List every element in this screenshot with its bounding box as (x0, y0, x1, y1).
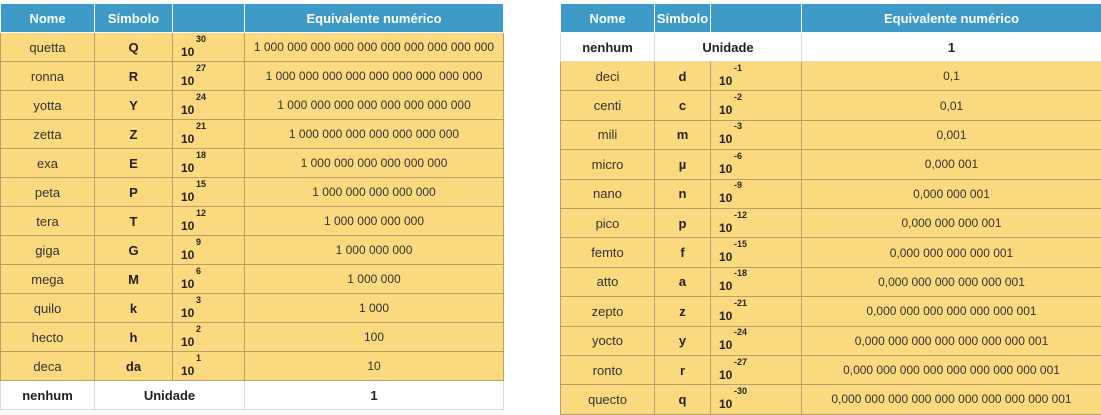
numeric-equivalent: 1 000 000 000 000 (245, 207, 504, 236)
power-base: 10 (719, 132, 732, 146)
power-expression (719, 131, 732, 146)
numeric-equivalent: 1 (245, 381, 504, 410)
power-exponent: -30 (734, 386, 747, 396)
power-expression (181, 160, 194, 175)
power-expression (719, 190, 732, 205)
prefix-name: centi (561, 91, 655, 120)
table-row (1, 294, 504, 323)
power-of-ten (711, 297, 802, 326)
power-of-ten (173, 91, 245, 120)
power-expression (719, 337, 732, 352)
prefix-symbol: h (95, 323, 173, 352)
power-exponent: 21 (196, 121, 206, 131)
prefix-name: giga (1, 236, 95, 265)
table-row (1, 33, 504, 62)
prefix-name: micro (561, 150, 655, 179)
prefix-name: mega (1, 265, 95, 294)
power-exponent: 9 (196, 237, 201, 247)
numeric-equivalent: 1 (802, 33, 1101, 62)
power-of-ten (711, 238, 802, 267)
power-of-ten (173, 62, 245, 91)
power-exponent: -3 (734, 121, 742, 131)
power-base: 10 (719, 191, 732, 205)
table-row (1, 352, 504, 381)
power-exponent: -27 (734, 357, 747, 367)
power-base: 10 (181, 161, 194, 175)
prefix-name: yotta (1, 91, 95, 120)
prefix-table-small (560, 3, 1101, 415)
power-of-ten (173, 236, 245, 265)
numeric-equivalent: 1 000 000 000 000 000 000 000 (245, 120, 504, 149)
prefix-name: femto (561, 238, 655, 267)
numeric-equivalent: 10 (245, 352, 504, 381)
numeric-equivalent: 1 000 000 000 000 000 000 (245, 149, 504, 178)
power-base: 10 (181, 277, 194, 291)
power-base: 10 (719, 103, 732, 117)
power-exponent: -2 (734, 92, 742, 102)
numeric-equivalent: 1 000 000 000 000 000 000 000 000 000 000 (245, 33, 504, 62)
power-base: 10 (181, 248, 194, 262)
prefix-symbol: r (655, 355, 711, 384)
table-row (561, 326, 1101, 355)
prefix-symbol: d (655, 62, 711, 91)
power-expression (181, 44, 194, 59)
power-base: 10 (719, 368, 732, 382)
power-exponent: 30 (196, 34, 206, 44)
power-expression (719, 367, 732, 382)
power-expression (719, 102, 732, 117)
power-of-ten (173, 207, 245, 236)
prefix-name: nenhum (561, 33, 655, 62)
power-base: 10 (719, 74, 732, 88)
power-exponent: 6 (196, 266, 201, 276)
prefix-symbol: Z (95, 120, 173, 149)
power-of-ten (173, 323, 245, 352)
power-expression (181, 247, 194, 262)
power-of-ten (711, 208, 802, 237)
prefix-symbol: Q (95, 33, 173, 62)
prefix-name: pico (561, 208, 655, 237)
power-base: 10 (719, 397, 732, 411)
power-of-ten (173, 120, 245, 149)
table-row (1, 178, 504, 207)
prefix-name: yocto (561, 326, 655, 355)
numeric-equivalent: 100 (245, 323, 504, 352)
power-of-ten (711, 326, 802, 355)
numeric-equivalent: 1 000 000 000 (245, 236, 504, 265)
power-expression (719, 161, 732, 176)
prefix-name: quilo (1, 294, 95, 323)
prefix-symbol: T (95, 207, 173, 236)
power-expression (181, 73, 194, 88)
prefix-name: atto (561, 267, 655, 296)
header-name: Nome (561, 4, 655, 33)
prefix-name: ronto (561, 355, 655, 384)
header-symbol: Símbolo (95, 4, 173, 33)
numeric-equivalent: 0,000 000 000 000 000 000 000 000 000 001 (802, 385, 1101, 414)
table-row (561, 385, 1101, 414)
table-row (561, 267, 1101, 296)
header-power (173, 4, 245, 33)
power-base: 10 (719, 221, 732, 235)
numeric-equivalent: 1 000 000 000 000 000 (245, 178, 504, 207)
power-expression (719, 249, 732, 264)
table-row (1, 149, 504, 178)
prefix-symbol: µ (655, 150, 711, 179)
table-row (1, 236, 504, 265)
power-expression (719, 308, 732, 323)
base-unit-row (561, 33, 1101, 62)
base-unit-row (1, 381, 504, 410)
power-expression (719, 73, 732, 88)
table-row (561, 91, 1101, 120)
prefix-symbol: p (655, 208, 711, 237)
table-row (1, 120, 504, 149)
power-base: 10 (181, 190, 194, 204)
unit-label: Unidade (655, 33, 802, 62)
power-exponent: 1 (196, 353, 201, 363)
power-exponent: -6 (734, 151, 742, 161)
table-row (561, 150, 1101, 179)
power-of-ten (173, 294, 245, 323)
power-expression (181, 131, 194, 146)
power-exponent: -18 (734, 268, 747, 278)
prefix-symbol: y (655, 326, 711, 355)
numeric-equivalent: 0,000 000 000 000 000 000 000 001 (802, 326, 1101, 355)
header-power (711, 4, 802, 33)
power-exponent: -1 (734, 63, 742, 73)
table-row (1, 91, 504, 120)
power-base: 10 (181, 364, 194, 378)
prefix-name: zepto (561, 297, 655, 326)
power-expression (181, 102, 194, 117)
power-expression (181, 334, 194, 349)
prefix-symbol: q (655, 385, 711, 414)
power-exponent: 15 (196, 179, 206, 189)
power-of-ten (711, 179, 802, 208)
prefix-name: nenhum (1, 381, 95, 410)
power-base: 10 (181, 45, 194, 59)
power-base: 10 (181, 219, 194, 233)
prefix-symbol: P (95, 178, 173, 207)
power-expression (181, 189, 194, 204)
power-expression (719, 278, 732, 293)
prefix-name: tera (1, 207, 95, 236)
power-exponent: 3 (196, 295, 201, 305)
numeric-equivalent: 0,000 000 000 000 000 001 (802, 267, 1101, 296)
power-expression (181, 276, 194, 291)
prefix-symbol: c (655, 91, 711, 120)
power-of-ten (711, 267, 802, 296)
prefix-name: deca (1, 352, 95, 381)
power-of-ten (711, 120, 802, 149)
table-row (561, 120, 1101, 149)
power-base: 10 (181, 103, 194, 117)
power-exponent: 2 (196, 324, 201, 334)
prefix-symbol: z (655, 297, 711, 326)
prefix-symbol: G (95, 236, 173, 265)
power-base: 10 (719, 250, 732, 264)
prefix-symbol: k (95, 294, 173, 323)
prefix-symbol: n (655, 179, 711, 208)
power-exponent: -24 (734, 327, 747, 337)
power-of-ten (711, 150, 802, 179)
power-of-ten (173, 265, 245, 294)
numeric-equivalent: 0,001 (802, 120, 1101, 149)
power-expression (719, 220, 732, 235)
prefix-name: deci (561, 62, 655, 91)
power-expression (719, 396, 732, 411)
header-value: Equivalente numérico (802, 4, 1101, 33)
power-of-ten (711, 355, 802, 384)
prefix-name: mili (561, 120, 655, 149)
prefix-symbol: Y (95, 91, 173, 120)
prefix-symbol: f (655, 238, 711, 267)
unit-label: Unidade (95, 381, 245, 410)
power-exponent: 24 (196, 92, 206, 102)
power-exponent: -15 (734, 239, 747, 249)
power-of-ten (173, 33, 245, 62)
power-of-ten (711, 62, 802, 91)
numeric-equivalent: 1 000 000 000 000 000 000 000 000 (245, 91, 504, 120)
power-of-ten (173, 352, 245, 381)
prefix-symbol: a (655, 267, 711, 296)
power-base: 10 (719, 162, 732, 176)
numeric-equivalent: 1 000 (245, 294, 504, 323)
header-row (561, 4, 1101, 33)
power-expression (181, 305, 194, 320)
power-base: 10 (181, 74, 194, 88)
table-row (561, 355, 1101, 384)
numeric-equivalent: 0,000 000 000 001 (802, 208, 1101, 237)
power-of-ten (711, 385, 802, 414)
power-expression (181, 218, 194, 233)
table-body (561, 33, 1101, 415)
prefix-symbol: da (95, 352, 173, 381)
numeric-equivalent: 0,000 000 001 (802, 179, 1101, 208)
power-base: 10 (719, 279, 732, 293)
power-base: 10 (181, 335, 194, 349)
table-row (1, 62, 504, 91)
numeric-equivalent: 0,01 (802, 91, 1101, 120)
table-row (561, 238, 1101, 267)
prefix-name: quecto (561, 385, 655, 414)
power-of-ten (711, 91, 802, 120)
prefix-symbol: m (655, 120, 711, 149)
header-row (1, 4, 504, 33)
prefix-name: nano (561, 179, 655, 208)
power-expression (181, 363, 194, 378)
table-row (561, 62, 1101, 91)
power-exponent: -12 (734, 210, 747, 220)
table-row (561, 297, 1101, 326)
prefix-name: exa (1, 149, 95, 178)
power-exponent: 18 (196, 150, 206, 160)
header-name: Nome (1, 4, 95, 33)
numeric-equivalent: 1 000 000 000 000 000 000 000 000 000 (245, 62, 504, 91)
header-symbol: Símbolo (655, 4, 711, 33)
table-row (561, 208, 1101, 237)
power-base: 10 (181, 132, 194, 146)
power-exponent: 27 (196, 63, 206, 73)
numeric-equivalent: 0,000 001 (802, 150, 1101, 179)
prefix-name: ronna (1, 62, 95, 91)
power-base: 10 (181, 306, 194, 320)
table-row (1, 207, 504, 236)
power-exponent: -9 (734, 180, 742, 190)
prefix-name: quetta (1, 33, 95, 62)
numeric-equivalent: 0,000 000 000 000 000 000 000 000 001 (802, 355, 1101, 384)
table-row (1, 323, 504, 352)
numeric-equivalent: 0,1 (802, 62, 1101, 91)
prefix-symbol: E (95, 149, 173, 178)
table-row (561, 179, 1101, 208)
power-base: 10 (719, 338, 732, 352)
table-row (1, 265, 504, 294)
prefix-name: hecto (1, 323, 95, 352)
prefix-table-large (0, 3, 504, 410)
power-exponent: -21 (734, 298, 747, 308)
numeric-equivalent: 1 000 000 (245, 265, 504, 294)
power-exponent: 12 (196, 208, 206, 218)
header-value: Equivalente numérico (245, 4, 504, 33)
numeric-equivalent: 0,000 000 000 000 001 (802, 238, 1101, 267)
power-of-ten (173, 149, 245, 178)
prefix-name: zetta (1, 120, 95, 149)
power-base: 10 (719, 309, 732, 323)
prefix-symbol: R (95, 62, 173, 91)
numeric-equivalent: 0,000 000 000 000 000 000 001 (802, 297, 1101, 326)
prefix-name: peta (1, 178, 95, 207)
prefix-symbol: M (95, 265, 173, 294)
power-of-ten (173, 178, 245, 207)
table-body (1, 33, 504, 410)
